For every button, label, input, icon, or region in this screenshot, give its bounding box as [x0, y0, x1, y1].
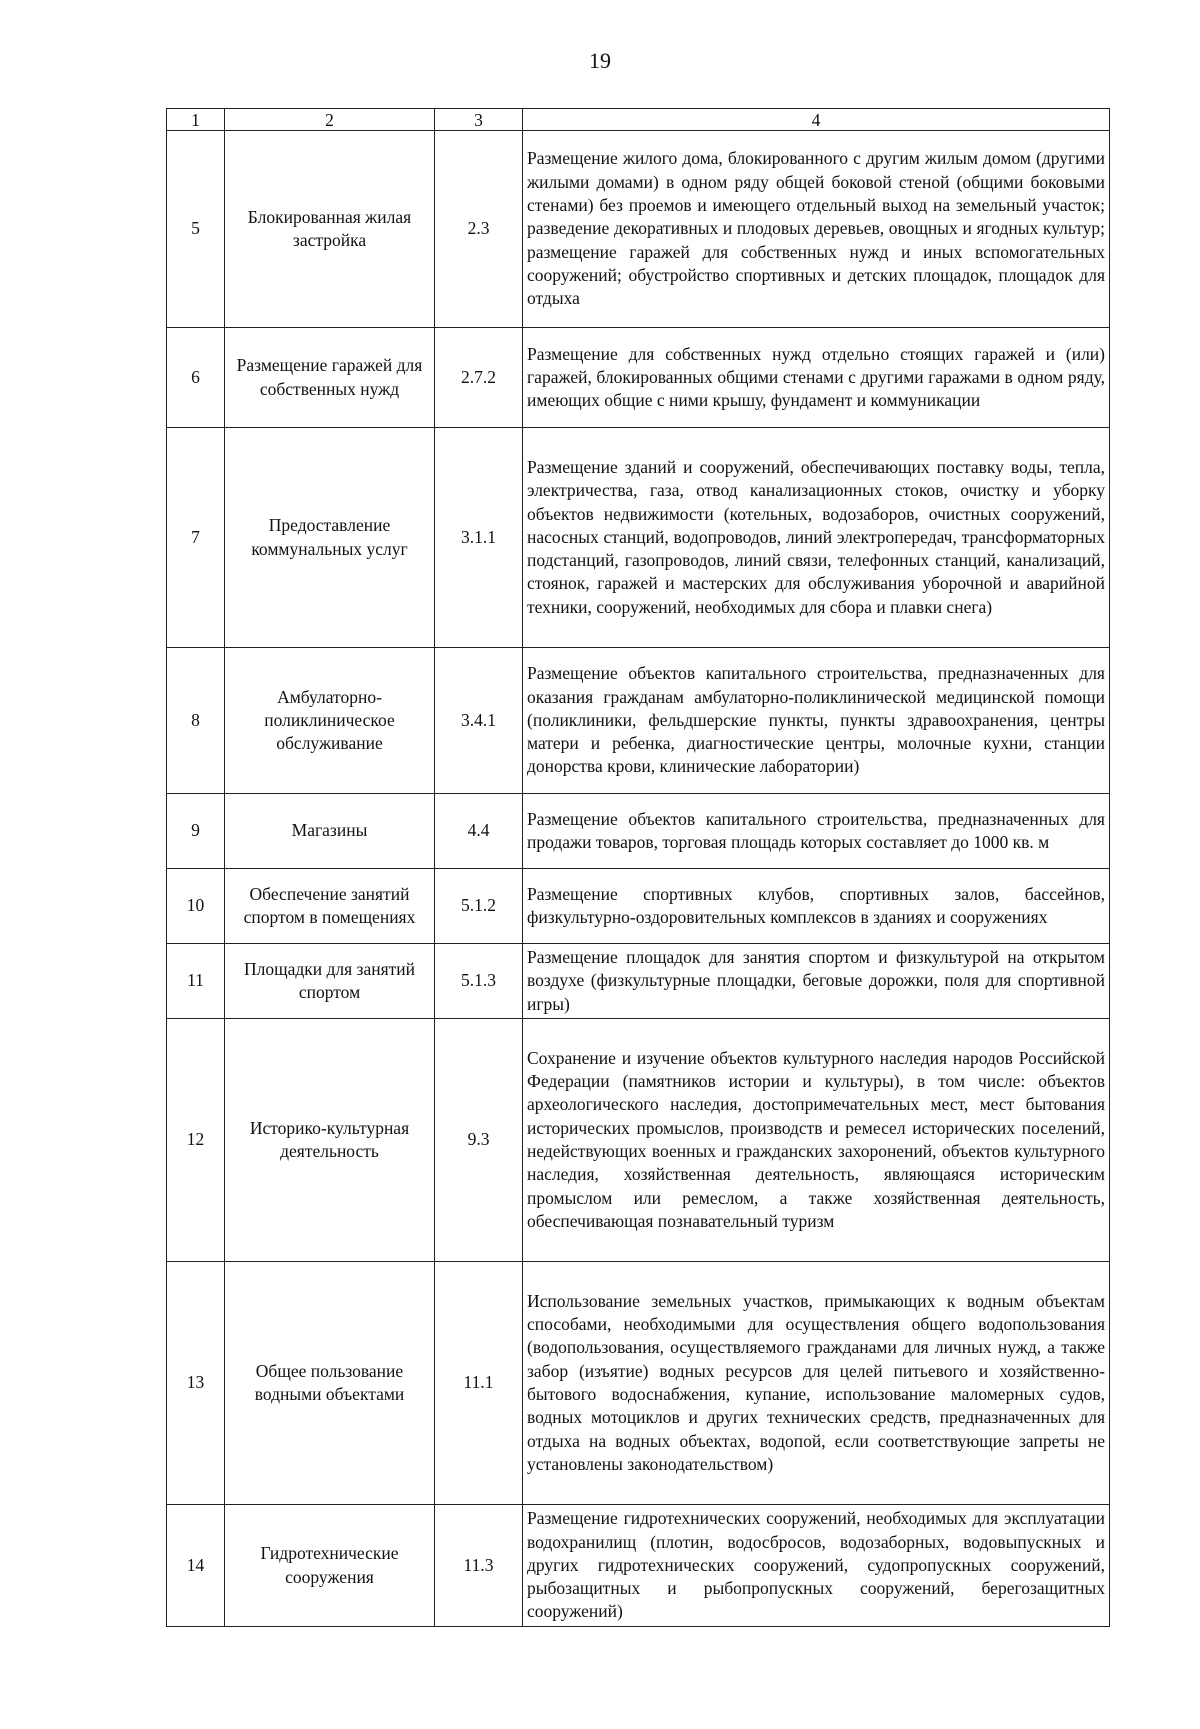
land-use-description: Размещение объектов капитального строительства, предназначенных для продажи товаров, торговая площадь которых составляет до 1000 кв. м	[523, 794, 1110, 869]
table-row	[167, 1505, 1110, 1627]
row-number: 8	[167, 648, 225, 794]
table-row	[167, 1262, 1110, 1505]
row-number: 13	[167, 1262, 225, 1505]
table-row	[167, 328, 1110, 428]
land-use-description: Размещение площадок для занятия спортом и физкультурой на открытом воздухе (физкультурные площадки, беговые дорожки, поля для спортивной игры)	[523, 944, 1110, 1019]
land-use-description: Размещение жилого дома, блокированного с другим жилым домом (другими жилыми домами) в одном ряду общей боковой стеной (общими боковыми стенами) без проемов и имеющего отдельный выход на земельный участок; разведение декоративных и плодовых деревьев, овощных и ягодных культур; размещение гаражей для собственных нужд и иных вспомогательных сооружений; обустройство спортивных и детских площадок, площадок для отдыха	[523, 131, 1110, 328]
land-use-code: 2.7.2	[435, 328, 523, 428]
land-use-name: Амбулаторно-поликлиническое обслуживание	[225, 648, 435, 794]
land-use-code: 3.1.1	[435, 428, 523, 648]
table-row	[167, 1019, 1110, 1262]
page-number: 19	[589, 48, 611, 73]
land-use-code: 5.1.2	[435, 869, 523, 944]
header-cell-1: 1	[167, 109, 225, 131]
land-use-code: 11.1	[435, 1262, 523, 1505]
land-use-code: 9.3	[435, 1019, 523, 1262]
land-use-name: Магазины	[225, 794, 435, 869]
land-use-description: Сохранение и изучение объектов культурного наследия народов Российской Федерации (памятников истории и культуры), в том числе: объектов археологического наследия, достопримечательных мест, мест бытования исторических промыслов, производств и ремесел исторических поселений, недействующих военных и гражданских захоронений, объектов культурного наследия, хозяйственная деятельность, являющаяся историческим промыслом или ремеслом, а также хозяйственная деятельность, обеспечивающая познавательный туризм	[523, 1019, 1110, 1262]
land-use-name: Блокированная жилая застройка	[225, 131, 435, 328]
row-number: 11	[167, 944, 225, 1019]
table-row	[167, 869, 1110, 944]
land-use-code: 2.3	[435, 131, 523, 328]
row-number: 10	[167, 869, 225, 944]
land-use-name: Предоставление коммунальных услуг	[225, 428, 435, 648]
land-use-description: Использование земельных участков, примыкающих к водным объектам способами, необходимыми для осуществления общего водопользования (водопользования, осуществляемого гражданами для личных нужд, а также забор (изъятие) водных ресурсов для целей питьевого и хозяйственно-бытового водоснабжения, купание, использование маломерных судов, водных мотоциклов и других технических средств, предназначенных для отдыха на водных объектах, водопой, если соответствующие запреты не установлены законодательством)	[523, 1262, 1110, 1505]
table-row	[167, 648, 1110, 794]
land-use-table	[166, 108, 1110, 1627]
land-use-description: Размещение гидротехнических сооружений, необходимых для эксплуатации водохранилищ (плотин, водосбросов, водозаборных, водовыпускных и других гидротехнических сооружений, судопропускных сооружений, рыбозащитных и рыбопропускных сооружений, берегозащитных сооружений)	[523, 1505, 1110, 1627]
land-use-name: Обеспечение занятий спортом в помещениях	[225, 869, 435, 944]
row-number: 14	[167, 1505, 225, 1627]
header-cell-3: 3	[435, 109, 523, 131]
land-use-description: Размещение объектов капитального строительства, предназначенных для оказания гражданам амбулаторно-поликлинической медицинской помощи (поликлиники, фельдшерские пункты, пункты здравоохранения, центры матери и ребенка, диагностические центры, молочные кухни, станции донорства крови, клинические лаборатории)	[523, 648, 1110, 794]
header-cell-2: 2	[225, 109, 435, 131]
land-use-description: Размещение зданий и сооружений, обеспечивающих поставку воды, тепла, электричества, газа, отвод канализационных стоков, очистку и уборку объектов недвижимости (котельных, водозаборов, очистных сооружений, насосных станций, водопроводов, линий электропередач, трансформаторных подстанций, газопроводов, линий связи, телефонных станций, канализаций, стоянок, гаражей и мастерских для обслуживания уборочной и аварийной техники, сооружений, необходимых для сбора и плавки снега)	[523, 428, 1110, 648]
land-use-name: Размещение гаражей для собственных нужд	[225, 328, 435, 428]
land-use-description: Размещение спортивных клубов, спортивных залов, бассейнов, физкультурно-оздоровительных комплексов в зданиях и сооружениях	[523, 869, 1110, 944]
row-number: 5	[167, 131, 225, 328]
header-cell-4: 4	[523, 109, 1110, 131]
land-use-code: 5.1.3	[435, 944, 523, 1019]
land-use-description: Размещение для собственных нужд отдельно стоящих гаражей и (или) гаражей, блокированных общими стенами с другими гаражами в одном ряду, имеющих общие с ними крышу, фундамент и коммуникации	[523, 328, 1110, 428]
table-row	[167, 131, 1110, 328]
land-use-code: 11.3	[435, 1505, 523, 1627]
land-use-name: Площадки для занятий спортом	[225, 944, 435, 1019]
land-use-code: 3.4.1	[435, 648, 523, 794]
table-row	[167, 944, 1110, 1019]
land-use-name: Историко-культурная деятельность	[225, 1019, 435, 1262]
land-use-code: 4.4	[435, 794, 523, 869]
land-use-name: Гидротехнические сооружения	[225, 1505, 435, 1627]
table-row	[167, 794, 1110, 869]
row-number: 7	[167, 428, 225, 648]
table-row	[167, 428, 1110, 648]
land-use-name: Общее пользование водными объектами	[225, 1262, 435, 1505]
row-number: 12	[167, 1019, 225, 1262]
row-number: 6	[167, 328, 225, 428]
row-number: 9	[167, 794, 225, 869]
header-row	[167, 109, 1110, 131]
